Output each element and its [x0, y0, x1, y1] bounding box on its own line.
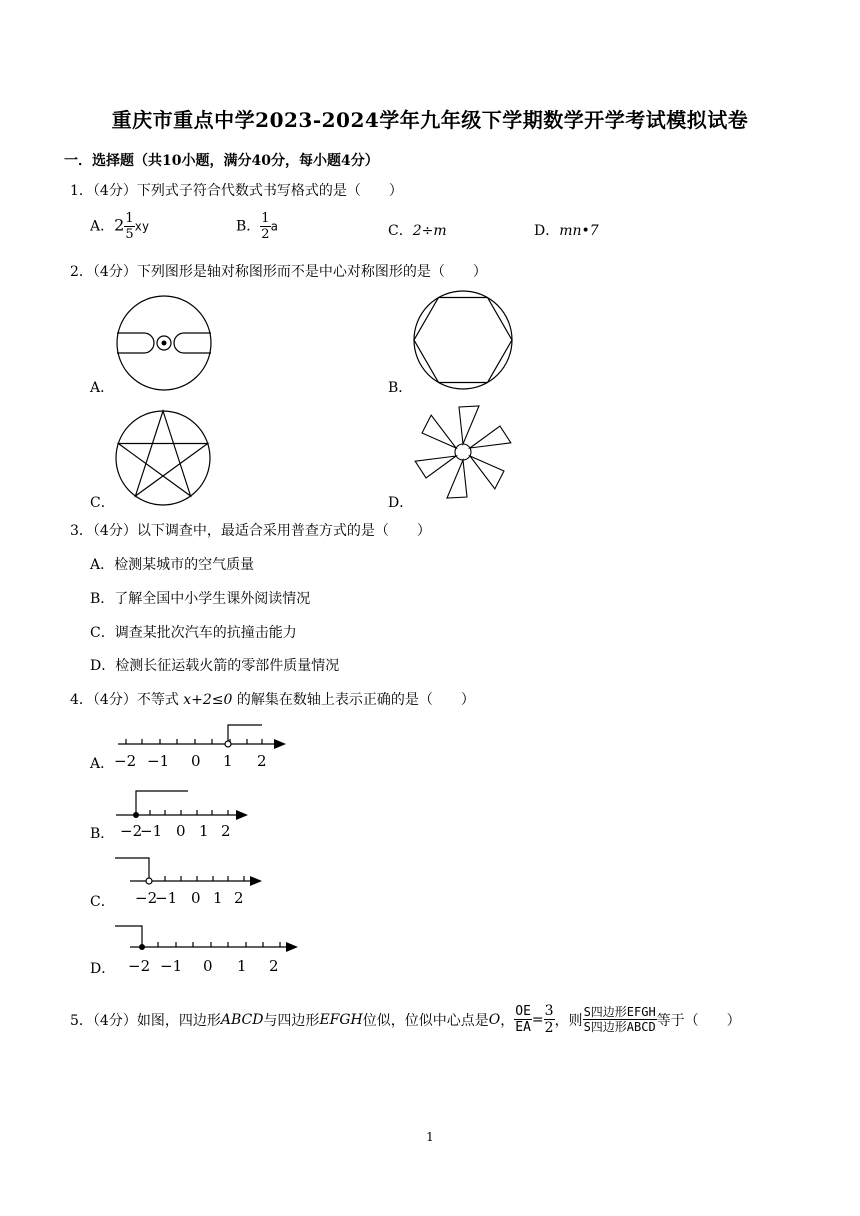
page-title: 重庆市重点中学2023-2024学年九年级下学期数学开学考试模拟试卷	[111, 108, 749, 132]
q2-label-b: B．	[388, 380, 413, 396]
q4-number-line-c	[110, 852, 270, 902]
figure-a-circle-with-slots	[114, 295, 214, 395]
q1-option-b: B． $\frac{1}{2}$ a	[236, 211, 278, 242]
q1-option-c: C．2÷m	[388, 223, 447, 239]
q2-label-c: C．	[90, 495, 115, 511]
page-number: 1	[426, 1130, 434, 1144]
figure-d-pinwheel	[412, 400, 518, 500]
q3-option-d: D．检测长征运载火箭的零部件质量情况	[90, 658, 340, 674]
q3-option-c: C．调查某批次汽车的抗撞击能力	[90, 625, 297, 641]
q3-option-b: B．了解全国中小学生课外阅读情况	[90, 591, 311, 607]
q4-label-d: D．	[90, 961, 116, 977]
q4-label-c: C．	[90, 894, 115, 910]
figure-b-hexagon-in-circle	[413, 290, 513, 390]
figure-c-star-in-circle	[115, 410, 211, 506]
q3-option-a: A．检测某城市的空气质量	[90, 557, 255, 573]
question-3-stem: 3．（4分）以下调查中，最适合采用普查方式的是（ ）	[70, 523, 431, 539]
q2-label-a: A．	[90, 380, 115, 396]
q4-label-a: A．	[90, 756, 115, 772]
q1-option-a: A．2 $\frac{1}{5}$ xy	[90, 211, 150, 242]
q2-label-d: D．	[388, 495, 414, 511]
q1-option-d: D．mn•7	[534, 223, 599, 239]
question-5-stem: 5．（4分）如图，四边形 ABCD 与四边形 EFGH 位似，位似中心点是 O ， $\frac{OE}{EA}$ = $\frac{3}{2}$ ，则 $\frac{\text{S四边形EFGH}}{\text{S四边形ABCD}}$ 等于（ ）	[70, 1003, 741, 1036]
question-4-stem: 4．（4分）不等式 x+2≤0 的解集在数轴上表示正确的是（ ）	[70, 692, 475, 708]
question-2-stem: 2．（4分）下列图形是轴对称图形而不是中心对称图形的是（ ）	[70, 264, 487, 280]
section-heading: 一．选择题（共10小题，满分40分，每小题4分）	[64, 153, 379, 169]
question-1-stem: 1．（4分）下列式子符合代数式书写格式的是（ ）	[70, 183, 403, 199]
q4-label-b: B．	[90, 826, 115, 842]
